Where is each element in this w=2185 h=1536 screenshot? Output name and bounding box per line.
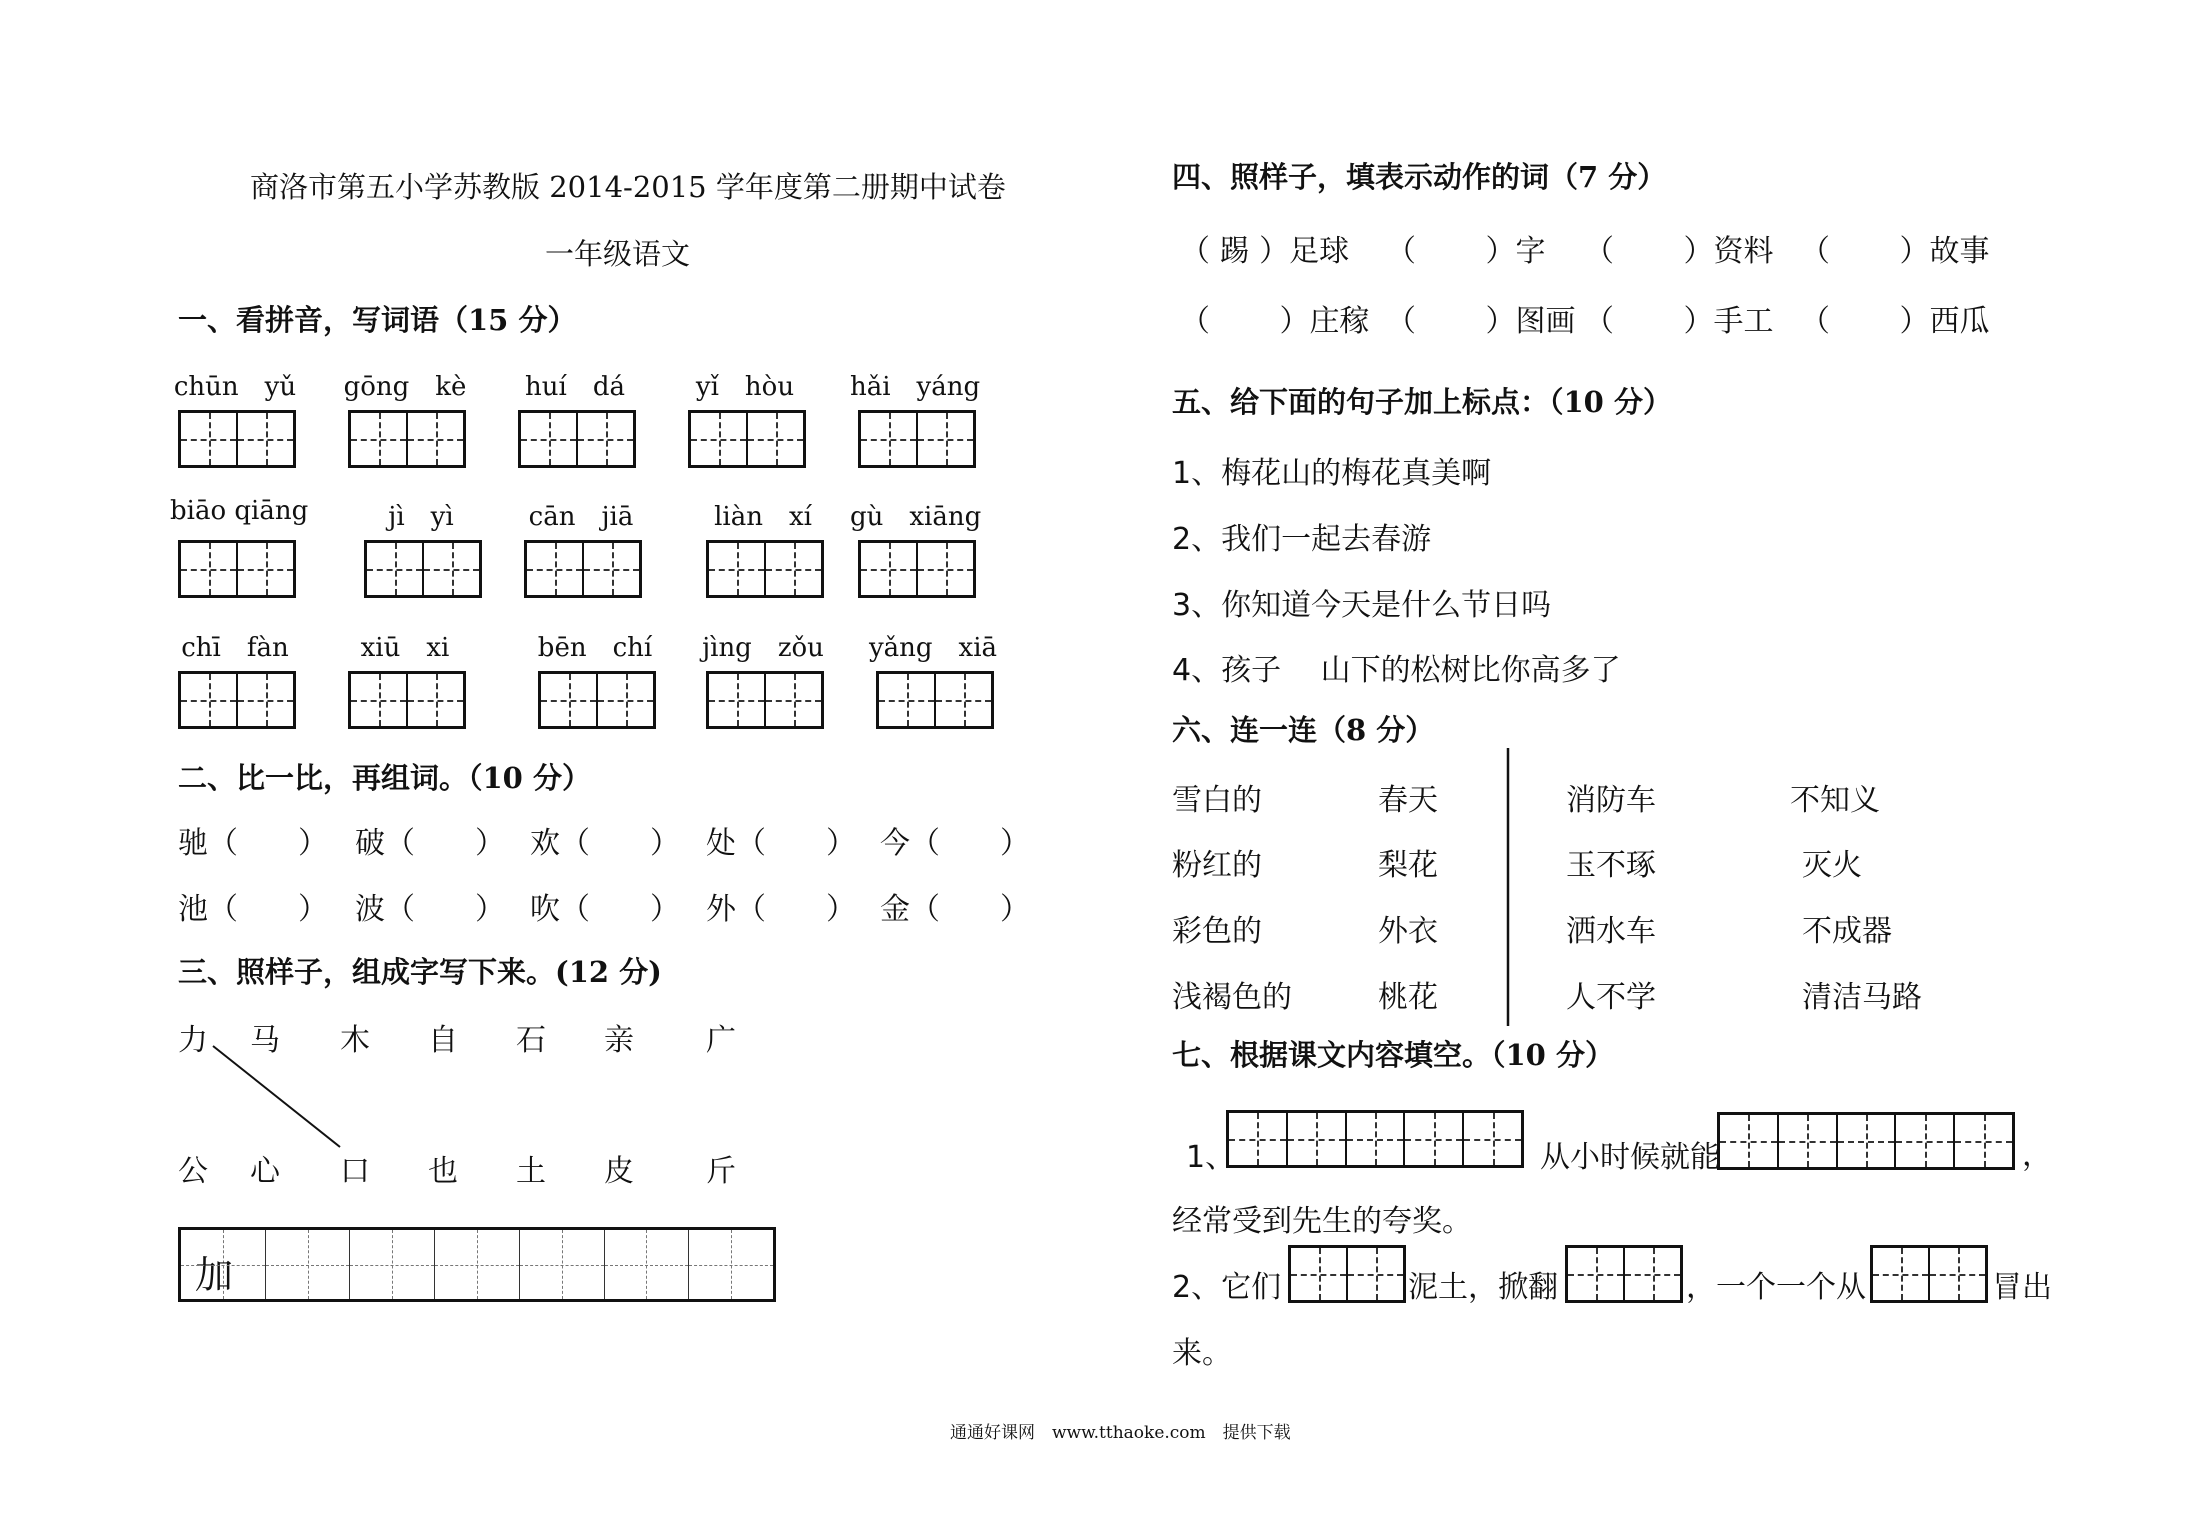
section3-heading: 三、照样子，组成字写下来。(12 分) [178,955,662,989]
compare-item: 欢（ ） [530,826,680,861]
radical-char: 马 [250,1023,280,1058]
section2-heading: 二、比一比，再组词。（10 分） [178,761,591,795]
component-char: 土 [516,1154,546,1189]
section5-heading: 五、给下面的句子加上标点：（10 分） [1172,385,1672,419]
radical-char: 自 [428,1023,458,1058]
action-item: （ 踢 ）足球 [1180,234,1350,269]
match-item: 梨花 [1378,848,1438,883]
example-char: 加 [195,1253,234,1297]
grid-cell[interactable] [1229,1113,1286,1165]
grid-cell[interactable] [1345,1113,1404,1165]
q1-comma: ， [2022,1138,2052,1173]
match-item: 洒水车 [1566,914,1656,949]
section4-heading: 四、照样子，填表示动作的词（7 分） [1172,160,1667,194]
radical-char: 亲 [604,1023,634,1058]
q1-line2: 经常受到先生的夸奖。 [1172,1204,1472,1239]
match-item: 外衣 [1378,914,1438,949]
q2-grid-c[interactable] [1870,1245,1988,1303]
compare-item: 波（ ） [355,892,505,927]
component-char: 斤 [706,1154,736,1189]
grid-cell[interactable] [1928,1248,1985,1300]
action-item: （ ）西瓜 [1800,304,1990,339]
match-item: 浅褐色的 [1172,980,1292,1015]
grid-cell[interactable] [688,1230,773,1299]
sentence-item: 3、你知道今天是什么节日吗 [1172,588,1552,623]
pinyin-label: jìng zǒu [702,633,824,663]
compare-item: 今（ ） [880,826,1030,861]
compare-item: 金（ ） [880,892,1030,927]
grid-cell[interactable] [1568,1248,1623,1300]
grid-cell[interactable] [1403,1113,1462,1165]
q2-part-c: ，一个一个从 [1686,1270,1866,1305]
grid-cell[interactable] [1873,1248,1928,1300]
q2-grid-b[interactable] [1565,1245,1683,1303]
pinyin-label: hǎi yáng [850,372,981,402]
component-char: 皮 [604,1154,634,1189]
match-item: 粉红的 [1172,848,1262,883]
q2-part-b: 泥土，掀翻 [1408,1270,1558,1305]
pinyin-label: cān jiā [528,502,634,532]
pinyin-label: xiū xi [360,633,450,663]
pinyin-label: liàn xí [714,502,812,532]
action-item: （ ）手工 [1584,304,1774,339]
compare-item: 处（ ） [706,826,856,861]
grid-cell[interactable] [1623,1248,1680,1300]
match-item: 清洁马路 [1802,980,1922,1015]
q2-part-a: 2、它们 [1172,1270,1282,1305]
sentence-item: 1、梅花山的梅花真美啊 [1172,456,1492,491]
compare-item: 破（ ） [355,826,505,861]
match-item: 消防车 [1566,783,1656,818]
section7-heading: 七、根据课文内容填空。（10 分） [1172,1038,1614,1072]
match-item: 不成器 [1802,914,1892,949]
component-char: 公 [178,1154,208,1189]
action-item: （ ）字 [1386,234,1546,269]
match-item: 灭火 [1802,848,1862,883]
compare-item: 吹（ ） [530,892,680,927]
sentence-item: 4、孩子 山下的松树比你高多了 [1172,653,1621,688]
match-item: 彩色的 [1172,914,1262,949]
grid-cell[interactable] [181,1230,265,1299]
answer-grid[interactable] [178,1227,776,1302]
compare-item: 驰（ ） [178,826,328,861]
action-item: （ ）故事 [1800,234,1990,269]
q2-grid-a[interactable] [1288,1245,1406,1303]
grid-cell[interactable] [1836,1115,1895,1167]
sentence-item: 2、我们一起去春游 [1172,522,1432,557]
match-item: 春天 [1378,783,1438,818]
pinyin-label: chī fàn [181,633,289,663]
grid-cell[interactable] [1291,1248,1346,1300]
grid-cell[interactable] [434,1230,519,1299]
q1-grid-a[interactable] [1226,1110,1524,1168]
q1-middle-text: 从小时候就能 [1540,1140,1720,1175]
pinyin-label: biāo qiāng [170,496,309,526]
radical-char: 力 [178,1023,208,1058]
grid-cell[interactable] [519,1230,604,1299]
compare-item: 池（ ） [178,892,328,927]
section1-heading: 一、看拼音，写词语（15 分） [178,303,577,337]
radical-char: 广 [706,1023,736,1058]
pinyin-label: gù xiāng [850,502,982,532]
match-item: 人不学 [1566,980,1656,1015]
footer-credit: 通通好课网 www.tthaoke.com 提供下载 [950,1423,1291,1443]
match-item: 玉不琢 [1566,848,1656,883]
page-title: 商洛市第五小学苏教版 2014-2015 学年度第二册期中试卷 [250,170,1006,204]
q1-number: 1、 [1186,1140,1236,1175]
grid-cell[interactable] [1953,1115,2012,1167]
match-item: 不知义 [1790,783,1880,818]
match-item: 桃花 [1378,980,1438,1015]
radical-char: 石 [516,1023,546,1058]
q2-part-d: 冒出 [1992,1270,2052,1305]
compare-item: 外（ ） [706,892,856,927]
pinyin-label: yǐ hòu [695,372,795,402]
grid-cell[interactable] [1346,1248,1403,1300]
grid-cell[interactable] [1286,1113,1345,1165]
pinyin-label: bēn chí [537,633,653,663]
grid-cell[interactable] [604,1230,689,1299]
grid-cell[interactable] [1720,1115,1777,1167]
q1-grid-b[interactable] [1717,1112,2015,1170]
pinyin-label: chūn yǔ [173,372,297,402]
radical-char: 木 [340,1023,370,1058]
page-subtitle: 一年级语文 [545,237,691,271]
grid-cell[interactable] [1462,1113,1521,1165]
action-item: （ ）图画 [1386,304,1576,339]
pinyin-label: gōng kè [343,372,467,402]
pinyin-label: jì yì [388,502,454,532]
pinyin-label: huí dá [525,372,625,402]
match-item: 雪白的 [1172,783,1262,818]
component-char: 心 [250,1154,280,1189]
grid-cell[interactable] [349,1230,434,1299]
component-char: 也 [428,1154,458,1189]
q2-line2: 来。 [1172,1336,1232,1371]
grid-cell[interactable] [1777,1115,1836,1167]
grid-cell[interactable] [1894,1115,1953,1167]
action-item: （ ）庄稼 [1180,304,1370,339]
grid-cell[interactable] [265,1230,350,1299]
section6-heading: 六、连一连（8 分） [1172,713,1435,747]
component-char: 口 [340,1154,370,1189]
action-item: （ ）资料 [1584,234,1774,269]
pinyin-label: yǎng xiā [868,633,998,663]
